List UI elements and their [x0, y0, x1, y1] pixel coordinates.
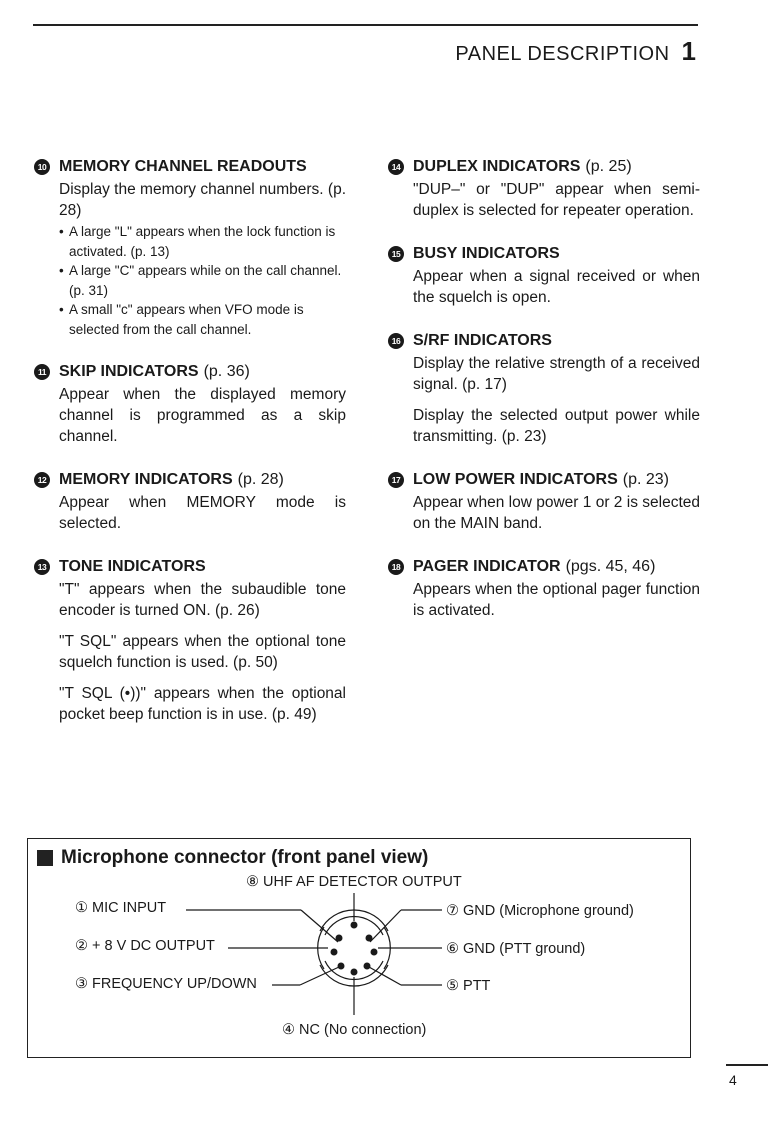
- section-heading: [388, 243, 700, 265]
- section-description: "T SQL" appears when the optional tone squelch function is used. (p. 50): [59, 633, 346, 671]
- section-title: MEMORY CHANNEL READOUTS: [59, 158, 307, 175]
- section-description: Appear when low power 1 or 2 is selected on the MAIN band.: [413, 494, 700, 532]
- section-title: PAGER INDICATOR: [413, 558, 561, 575]
- section-title: LOW POWER INDICATORS: [413, 471, 618, 488]
- microphone-connector-box: [27, 838, 691, 1058]
- pin7-label: ⑦ GND (Microphone ground): [446, 903, 634, 919]
- pin6-label: ⑥ GND (PTT ground): [446, 941, 586, 957]
- item-number-badge: 13: [34, 559, 50, 575]
- section-11: [34, 361, 346, 447]
- section-description: Display the relative strength of a received signal. (p. 17): [413, 355, 700, 393]
- item-number-badge: 15: [388, 246, 404, 262]
- section-title: BUSY INDICATORS: [413, 245, 560, 262]
- section-description: Appear when a signal received or when the squelch is open.: [413, 268, 700, 306]
- item-number-badge: 12: [34, 472, 50, 488]
- section-title: TONE INDICATORS: [59, 558, 206, 575]
- chapter-number: 1: [681, 36, 696, 66]
- bullet-list: [59, 222, 346, 339]
- section-15: [388, 243, 700, 308]
- section-13: [34, 556, 346, 725]
- section-heading: [34, 556, 346, 578]
- section-title: SKIP INDICATORS: [59, 363, 199, 380]
- pin1-label: ① MIC INPUT: [75, 900, 167, 916]
- section-description: Appear when MEMORY mode is selected.: [59, 494, 346, 532]
- pin7-dot: [366, 935, 373, 942]
- section-heading: [388, 556, 700, 578]
- pin4-dot: [351, 969, 358, 976]
- section-title: S/RF INDICATORS: [413, 332, 552, 349]
- bullet-item: • A small "c" appears when VFO mode is selected from the call channel.: [59, 300, 346, 339]
- section-10: [34, 156, 346, 339]
- pin8-dot: [351, 922, 358, 929]
- pin5-label: ⑤ PTT: [446, 978, 491, 994]
- section-description: "DUP–" or "DUP" appear when semi-duplex is selected for repeater operation.: [413, 181, 700, 219]
- top-rule: [33, 24, 698, 26]
- section-description: "T SQL (•))" appears when the optional pocket beep function is in use. (p. 49): [59, 685, 346, 723]
- section-description: Appear when the displayed memory channel is programmed as a skip channel.: [59, 386, 346, 445]
- page-title: PANEL DESCRIPTION: [455, 43, 670, 65]
- item-number-badge: 10: [34, 159, 50, 175]
- bullet-item: • A large "L" appears when the lock function is activated. (p. 13): [59, 222, 346, 261]
- bullet-item: • A large "C" appears while on the call channel. (p. 31): [59, 261, 346, 300]
- footer-rule: [726, 1064, 768, 1066]
- section-description: Display the memory channel numbers. (p. 28): [59, 181, 346, 219]
- pin5-dot: [364, 963, 371, 970]
- pin3-label: ③ FREQUENCY UP/DOWN: [75, 976, 257, 992]
- page-reference: (p. 23): [622, 471, 669, 488]
- section-18: [388, 556, 700, 621]
- section-14: [388, 156, 700, 221]
- section-description: "T" appears when the subaudible tone encoder is turned ON. (p. 26): [59, 581, 346, 619]
- section-description: Display the selected output power while transmitting. (p. 23): [413, 407, 700, 445]
- mic-connector-title-text: Microphone connector (front panel view): [61, 847, 429, 868]
- page-reference: (p. 25): [585, 158, 632, 175]
- pin2-label: ② + 8 V DC OUTPUT: [75, 938, 215, 954]
- page-header: [455, 36, 696, 67]
- section-heading: [34, 469, 346, 491]
- section-title: DUPLEX INDICATORS: [413, 158, 581, 175]
- section-17: [388, 469, 700, 534]
- pin4-label: ④ NC (No connection): [282, 1022, 427, 1038]
- pin6-dot: [371, 949, 378, 956]
- item-number-badge: 18: [388, 559, 404, 575]
- pin3-dot: [338, 963, 345, 970]
- section-12: [34, 469, 346, 534]
- pin2-dot: [331, 949, 338, 956]
- section-heading: [388, 330, 700, 352]
- pin3-leader-line-diag: [300, 967, 339, 985]
- section-title: MEMORY INDICATORS: [59, 471, 233, 488]
- item-number-badge: 11: [34, 364, 50, 380]
- item-number-badge: 17: [388, 472, 404, 488]
- pin8-label: ⑧ UHF AF DETECTOR OUTPUT: [246, 874, 462, 890]
- pin1-dot: [336, 935, 343, 942]
- item-number-badge: 16: [388, 333, 404, 349]
- section-description: Appears when the optional pager function is activated.: [413, 581, 700, 619]
- item-number-badge: 14: [388, 159, 404, 175]
- section-heading: [34, 156, 346, 178]
- right-column: [388, 156, 700, 643]
- page-reference: (p. 28): [237, 471, 284, 488]
- section-heading: [388, 469, 700, 491]
- left-column: [34, 156, 346, 747]
- page-reference: (pgs. 45, 46): [565, 558, 656, 575]
- page-number: 4: [729, 1072, 737, 1088]
- section-heading: [34, 361, 346, 383]
- section-heading: [388, 156, 700, 178]
- section-16: [388, 330, 700, 447]
- page-reference: (p. 36): [203, 363, 250, 380]
